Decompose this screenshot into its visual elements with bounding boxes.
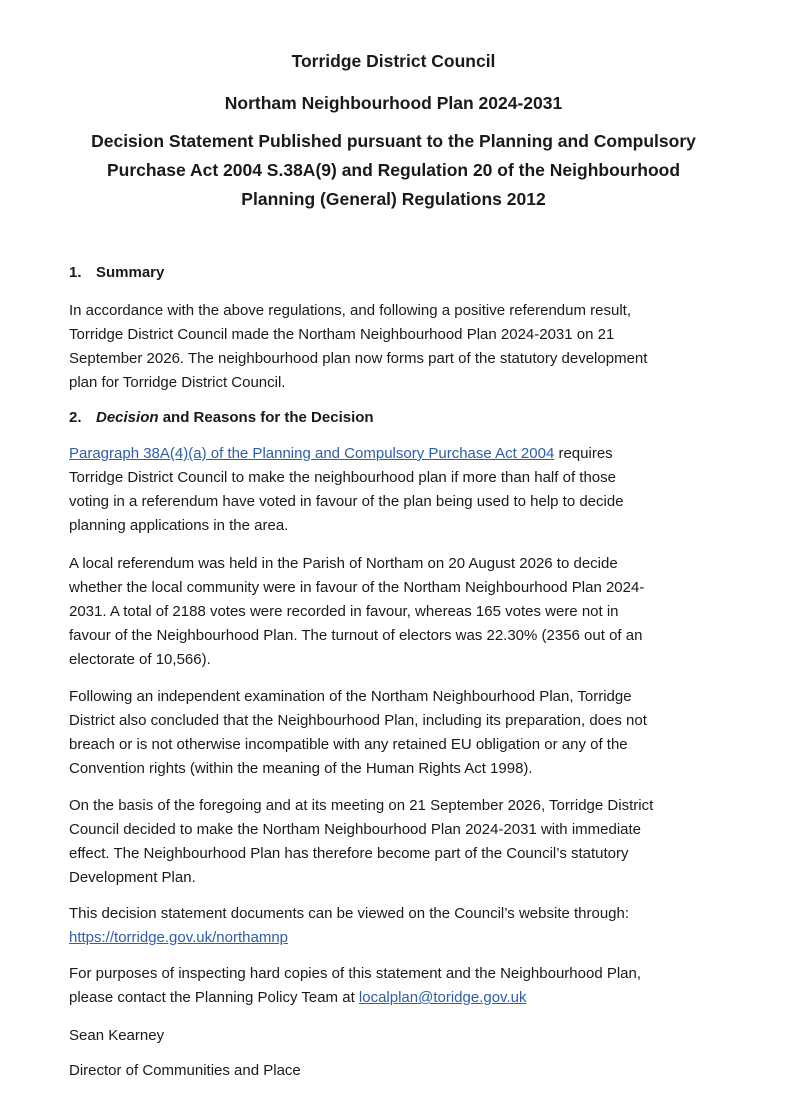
text-line: A local referendum was held in the Parish of Northam on 20 August 2026 to decide [69, 555, 618, 572]
contact-paragraph [69, 962, 734, 1010]
northamnp-website-link[interactable]: https://torridge.gov.uk/northamnp [69, 929, 289, 946]
text-line [69, 986, 734, 1010]
text-line: favour of the Neighbourhood Plan. The turnout of electors was 22.30% (2356 out of an [69, 627, 643, 644]
plan-title: Northam Neighbourhood Plan 2024-2031 [224, 93, 563, 113]
act-paragraph-link[interactable]: Paragraph 38A(4)(a) of the Planning and Compulsory Purchase Act 2004 [69, 445, 555, 462]
text-line: Torridge District Council made the Northam Neighbourhood Plan 2024-2031 on 21 [69, 326, 615, 343]
website-paragraph [69, 902, 734, 950]
council-name: Torridge District Council [291, 51, 496, 71]
text-line: Torridge District Council to make the neighbourhood plan if more than half of those [69, 469, 616, 486]
section-title-italic: Decision [96, 409, 159, 426]
text-line: voting in a referendum have voted in favour of the plan being used to help to decide [69, 493, 624, 510]
signatory-title: Director of Communities and Place [69, 1062, 301, 1079]
examination-paragraph [69, 685, 734, 781]
decision-title-line: Purchase Act 2004 S.38A(9) and Regulation 20 of the Neighbourhood [106, 160, 681, 180]
text-line: whether the local community were in favour of the Northam Neighbourhood Plan 2024- [69, 579, 645, 596]
email-link[interactable]: localplan@toridge.gov.uk [358, 989, 527, 1006]
meeting-paragraph [69, 794, 734, 890]
text-line: electorate of 10,566). [69, 651, 211, 668]
referendum-paragraph [69, 552, 734, 672]
text-line: effect. The Neighbourhood Plan has therefore become part of the Council’s statutory [69, 845, 629, 862]
text-line: September 2026. The neighbourhood plan now forms part of the statutory development [69, 350, 648, 367]
text-line: Convention rights (within the meaning of the Human Rights Act 1998). [69, 760, 533, 777]
section-number: 2. [69, 409, 82, 426]
summary-paragraph [69, 299, 734, 395]
text-line: In accordance with the above regulations, and following a positive referendum result, [69, 302, 631, 319]
text-line: On the basis of the foregoing and at its meeting on 21 September 2026, Torridge District [69, 797, 654, 814]
section-1-heading [69, 261, 164, 285]
decision-paragraph-1 [69, 442, 734, 538]
section-title: Summary [96, 264, 165, 281]
text-fragment: please contact the Planning Policy Team at [69, 989, 359, 1006]
text-line: planning applications in the area. [69, 517, 289, 534]
text-line: District also concluded that the Neighbourhood Plan, including its preparation, does not [69, 712, 647, 729]
decision-title-line: Decision Statement Published pursuant to the Planning and Compulsory [91, 131, 696, 151]
decision-title-line: Planning (General) Regulations 2012 [241, 189, 546, 209]
text-line: Following an independent examination of the Northam Neighbourhood Plan, Torridge [69, 688, 632, 705]
text-line: Development Plan. [69, 869, 196, 886]
text-fragment: requires [554, 445, 613, 462]
text-line: For purposes of inspecting hard copies of this statement and the Neighbourhood Plan, [69, 965, 642, 982]
section-title: and Reasons for the Decision [158, 409, 374, 426]
text-line: This decision statement documents can be viewed on the Council’s website through: [69, 905, 630, 922]
text-line: 2031. A total of 2188 votes were recorded in favour, whereas 165 votes were not in [69, 603, 619, 620]
text-line: Council decided to make the Northam Neighbourhood Plan 2024-2031 with immediate [69, 821, 642, 838]
decision-statement-title [0, 127, 787, 214]
signatory-name: Sean Kearney [69, 1027, 165, 1044]
text-line [69, 926, 734, 950]
text-line [69, 442, 734, 466]
text-line: breach or is not otherwise incompatible with any retained EU obligation or any of the [69, 736, 628, 753]
section-number: 1. [69, 264, 82, 281]
text-line: plan for Torridge District Council. [69, 374, 286, 391]
section-2-heading [69, 406, 374, 430]
